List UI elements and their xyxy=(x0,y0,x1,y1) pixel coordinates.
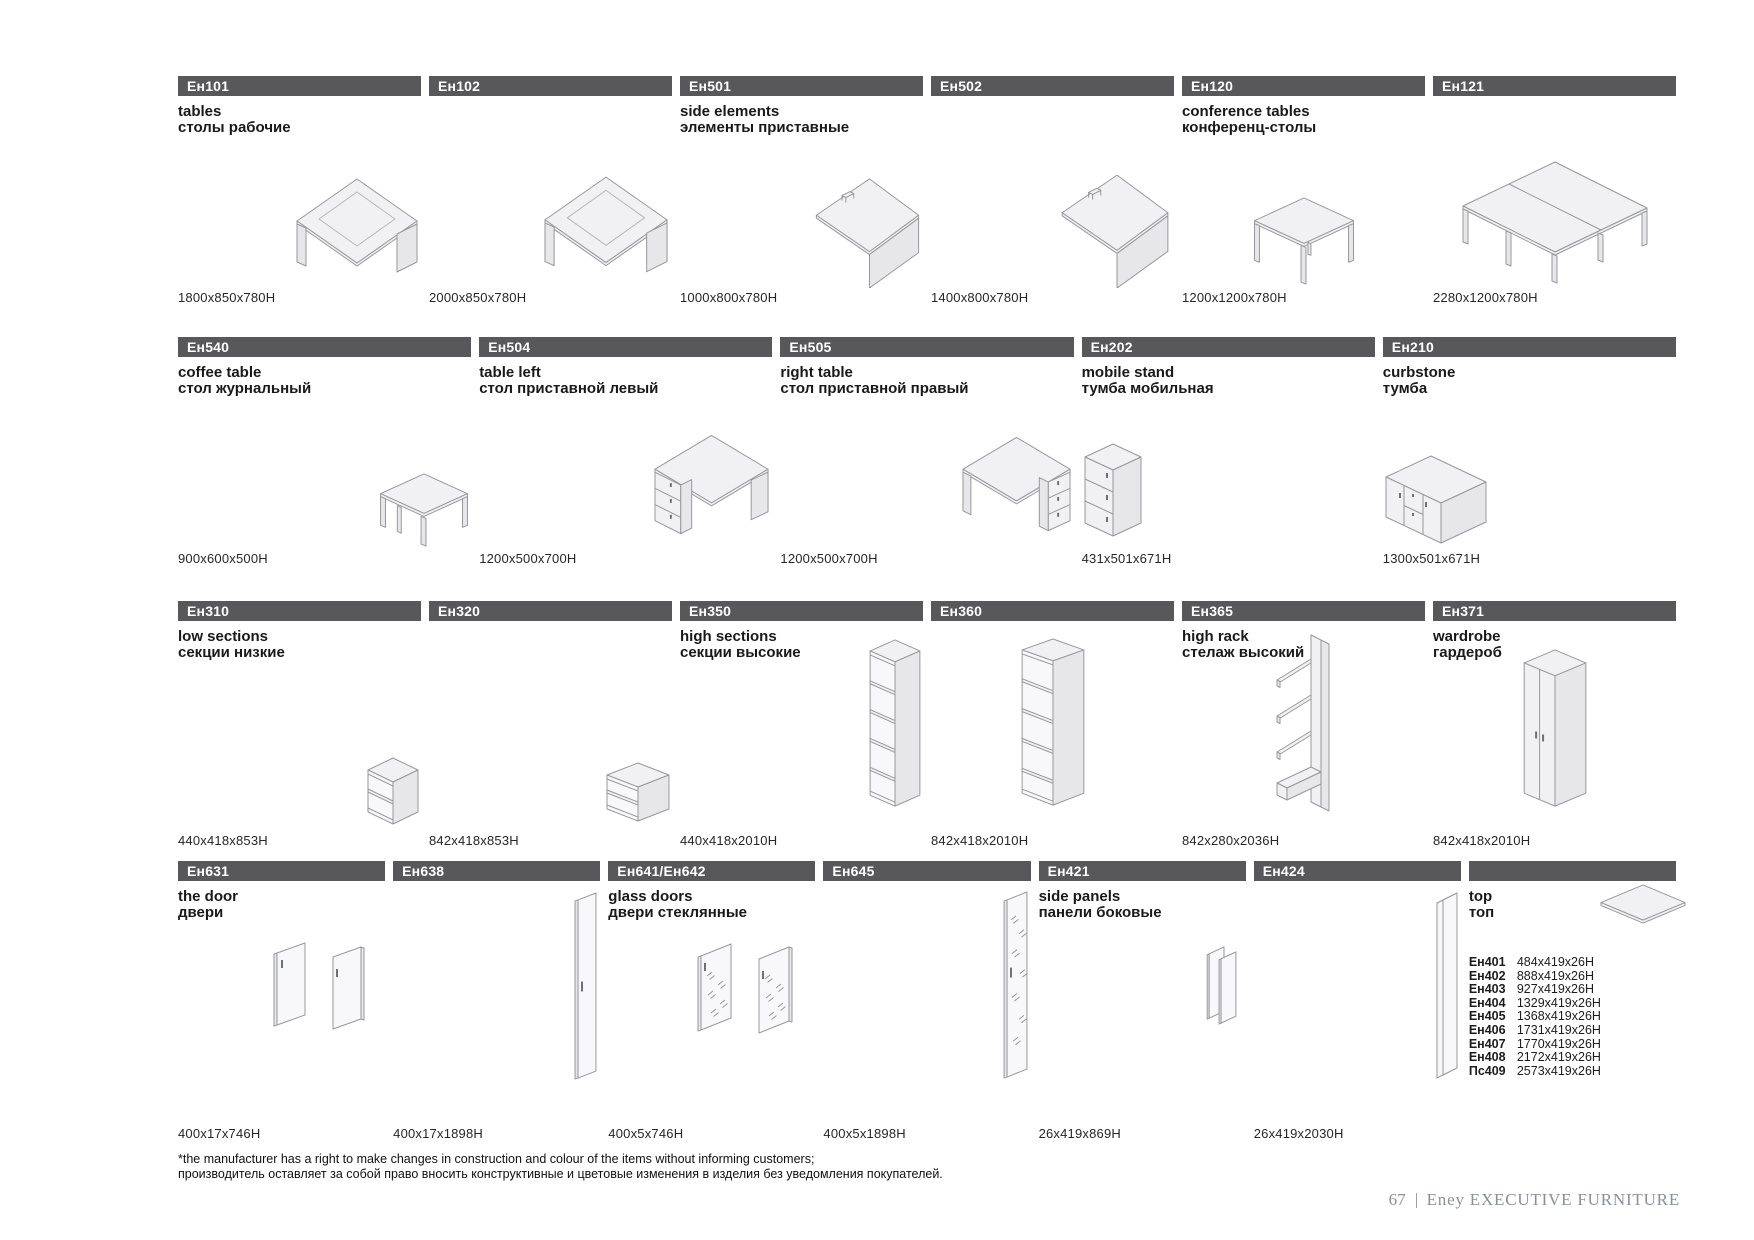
product-code-header xyxy=(178,337,471,357)
dimensions-text: 842x418x2010H xyxy=(931,833,1029,848)
product-code-header xyxy=(1433,601,1676,621)
product-code-header xyxy=(393,861,600,881)
high-rack-drawing xyxy=(1182,629,1425,831)
low-section-svg xyxy=(365,753,421,831)
top-item-code: Ен408 xyxy=(1468,1050,1506,1065)
product-label-en: right table xyxy=(780,364,853,381)
product-code-header xyxy=(931,601,1174,621)
product-cell xyxy=(429,601,672,851)
product-cell xyxy=(178,601,421,851)
footnote-line-ru: производитель оставляет за собой право вносить конструктивные и цветовые изменения в изделия без уведомления покупателей. xyxy=(178,1166,943,1181)
product-code-header xyxy=(780,337,1073,357)
high-section-wide-drawing xyxy=(931,629,1174,831)
product-code: Ен641/Ен642 xyxy=(617,863,706,879)
side-element-drawing xyxy=(931,104,1174,288)
top-size-list xyxy=(1469,956,1601,1078)
top-item-code: Ен401 xyxy=(1468,955,1506,969)
product-label-ru: секции высокие xyxy=(680,644,801,661)
product-label-ru: панели боковые xyxy=(1038,904,1162,921)
catalog-row-doors-panels xyxy=(178,861,1676,1144)
top-item-size: 888x419x26H xyxy=(1516,968,1594,983)
product-cell xyxy=(429,76,672,308)
product-code: Ен360 xyxy=(940,603,983,619)
footnote xyxy=(178,1152,943,1181)
product-label-en: high rack xyxy=(1182,628,1249,645)
product-cell xyxy=(680,76,923,308)
dimensions-text: 26x419x2030H xyxy=(1253,1126,1344,1141)
top-item-code: Ен405 xyxy=(1468,1009,1506,1024)
product-label-ru: конференц-столы xyxy=(1182,119,1317,136)
page-number: 67 xyxy=(1388,1190,1406,1209)
top-size-item xyxy=(1469,970,1601,984)
product-label-en: wardrobe xyxy=(1433,628,1501,645)
product-code: Ен424 xyxy=(1262,863,1305,879)
top-size-item xyxy=(1469,1038,1601,1052)
conference-table-svg xyxy=(1251,191,1357,288)
dimensions-text: 1200x500x700H xyxy=(780,551,878,566)
top-item-code: Ен404 xyxy=(1468,995,1506,1010)
high-section-drawing xyxy=(680,629,923,831)
top-size-item xyxy=(1469,1024,1601,1038)
product-code: Ен645 xyxy=(832,863,875,879)
product-code-header xyxy=(429,76,672,96)
product-code: Ен120 xyxy=(1191,78,1234,94)
product-cell xyxy=(1433,601,1676,851)
product-code-header xyxy=(680,76,923,96)
product-label-en: low sections xyxy=(178,628,269,645)
product-code-header xyxy=(1254,861,1461,881)
coffee-table-drawing xyxy=(178,365,471,549)
wardrobe-svg xyxy=(1521,646,1589,831)
product-cell xyxy=(1039,861,1246,1144)
product-label-en: side panels xyxy=(1038,888,1121,905)
product-code: Ен310 xyxy=(187,603,230,619)
catalog-row-tables xyxy=(178,76,1676,308)
side-element-drawing xyxy=(680,104,923,288)
dimensions-text: 440x418x853H xyxy=(178,833,268,848)
product-code: Ен631 xyxy=(187,863,230,879)
product-cell xyxy=(178,76,421,308)
wardrobe-drawing xyxy=(1433,629,1676,831)
product-label-ru: двери xyxy=(178,904,224,921)
top-item-size: 2573x419x26H xyxy=(1516,1063,1601,1078)
product-label-en: top xyxy=(1468,888,1493,905)
side-panel-tall-svg xyxy=(1433,888,1461,1088)
product-label-en: conference tables xyxy=(1182,103,1310,120)
product-code-header xyxy=(823,861,1030,881)
product-code-header xyxy=(680,601,923,621)
dimensions-text: 1200x1200x780H xyxy=(1182,290,1287,305)
top-size-item xyxy=(1469,997,1601,1011)
dimensions-text: 400x5x1898H xyxy=(823,1126,906,1141)
product-code-header xyxy=(479,337,772,357)
dimensions-text: 1400x800x780H xyxy=(931,290,1029,305)
conference-table-drawing xyxy=(1182,104,1425,288)
dimensions-text: 400x17x746H xyxy=(178,1126,261,1141)
high-rack-svg xyxy=(1265,631,1343,831)
product-code: Ен421 xyxy=(1047,863,1090,879)
top-size-item xyxy=(1469,1051,1601,1065)
side-panel-pair-drawing xyxy=(1039,881,1246,1094)
product-label-ru: тумба xyxy=(1382,380,1428,397)
product-cell xyxy=(1182,76,1425,308)
dimensions-text: 1000x800x780H xyxy=(680,290,778,305)
side-element-svg xyxy=(812,172,923,288)
product-cell xyxy=(1433,76,1676,308)
top-item-size: 1329x419x26H xyxy=(1516,995,1601,1010)
product-code-header xyxy=(429,601,672,621)
product-label-en: table left xyxy=(479,364,541,381)
dimensions-text: 842x418x2010H xyxy=(1433,833,1531,848)
top-size-item xyxy=(1469,956,1601,970)
glass-door-tall-svg xyxy=(999,890,1031,1085)
product-cell xyxy=(1182,601,1425,851)
product-code: Ен638 xyxy=(402,863,445,879)
product-cell xyxy=(1254,861,1461,1144)
door-pair-svg xyxy=(271,938,385,1038)
product-label-en: side elements xyxy=(680,103,780,120)
product-code: Ен371 xyxy=(1442,603,1485,619)
product-code-header xyxy=(1383,337,1676,357)
product-cell xyxy=(680,601,923,851)
product-label-ru: тумба мобильная xyxy=(1081,380,1214,397)
top-panel-drawing xyxy=(1598,881,1688,1094)
low-section-drawing xyxy=(178,629,421,831)
product-label-ru: столы рабочие xyxy=(178,119,291,136)
dimensions-text: 842x418x853H xyxy=(429,833,519,848)
dimensions-text: 1300x501x671H xyxy=(1382,551,1481,566)
dimensions-text: 842x280x2036H xyxy=(1182,833,1280,848)
product-label-en: curbstone xyxy=(1382,364,1456,381)
product-label-en: mobile stand xyxy=(1081,364,1175,381)
door-tall-svg xyxy=(570,890,600,1085)
product-cell xyxy=(1082,337,1375,569)
dimensions-text: 2000x850x780H xyxy=(429,290,527,305)
desk-right-pedestal-drawing xyxy=(780,365,1073,549)
product-cell xyxy=(931,601,1174,851)
top-item-size: 927x419x26H xyxy=(1516,982,1594,997)
product-label-ru: стол журнальный xyxy=(178,380,312,397)
mobile-stand-drawing xyxy=(1082,365,1375,549)
product-cell xyxy=(1469,861,1676,1144)
product-code: Ен320 xyxy=(438,603,481,619)
dimensions-text: 1800x850x780H xyxy=(178,290,276,305)
conference-table-large-drawing xyxy=(1433,104,1676,288)
top-item-size: 1731x419x26H xyxy=(1516,1022,1601,1037)
top-panel-svg xyxy=(1598,881,1688,926)
product-code: Ен502 xyxy=(940,78,983,94)
product-cell xyxy=(178,861,385,1144)
dimensions-text: 431x501x671H xyxy=(1081,551,1172,566)
conference-table-large-svg xyxy=(1460,154,1650,288)
desk-left-pedestal-drawing xyxy=(479,365,772,549)
desk-svg xyxy=(540,169,672,288)
high-section-svg xyxy=(867,636,923,831)
side-panel-tall-drawing xyxy=(1254,881,1461,1094)
credenza-svg xyxy=(1383,449,1489,549)
product-code-header xyxy=(608,861,815,881)
high-section-wide-svg xyxy=(1019,636,1087,831)
desk-left-pedestal-svg xyxy=(651,427,772,549)
dimensions-text: 440x418x2010H xyxy=(680,833,778,848)
product-cell xyxy=(608,861,815,1144)
footnote-line-en: *the manufacturer has a right to make changes in construction and colour of the items without informing customers; xyxy=(178,1152,815,1166)
dimensions-text: 26x419x869H xyxy=(1038,1126,1121,1141)
top-item-code: Ен406 xyxy=(1468,1022,1506,1037)
product-code-header xyxy=(178,861,385,881)
glass-door-pair-drawing xyxy=(608,881,815,1094)
product-code-header xyxy=(1182,76,1425,96)
product-code: Ен540 xyxy=(187,339,230,355)
side-panel-pair-svg xyxy=(1204,940,1246,1035)
product-label-en: tables xyxy=(178,103,222,120)
product-cell xyxy=(931,76,1174,308)
product-code-header xyxy=(1433,76,1676,96)
dimensions-text: 400x17x1898H xyxy=(393,1126,483,1141)
top-item-code: Ен407 xyxy=(1468,1036,1506,1051)
dimensions-text: 2280x1200x780H xyxy=(1433,290,1538,305)
top-item-size: 2172x419x26H xyxy=(1516,1050,1601,1065)
product-code: Ен202 xyxy=(1090,339,1133,355)
product-cell xyxy=(780,337,1073,569)
top-item-size: 1770x419x26H xyxy=(1516,1036,1601,1051)
desk-right-pedestal-svg xyxy=(959,429,1074,549)
door-tall-drawing xyxy=(393,881,600,1094)
top-item-code: Ен403 xyxy=(1468,982,1506,997)
product-code: Ен121 xyxy=(1442,78,1485,94)
top-item-size: 1368x419x26H xyxy=(1516,1009,1601,1024)
top-item-code: Ен402 xyxy=(1468,968,1506,983)
dimensions-text: 1200x500x700H xyxy=(479,551,577,566)
footer-divider xyxy=(1416,1193,1417,1208)
product-cell xyxy=(479,337,772,569)
top-size-item xyxy=(1469,1010,1601,1024)
dimensions-text: 900x600x500H xyxy=(178,551,268,566)
glass-door-pair-svg xyxy=(693,938,815,1038)
product-code-header xyxy=(1182,601,1425,621)
product-label-ru: гардероб xyxy=(1433,644,1502,661)
low-section-wide-drawing xyxy=(429,629,672,831)
product-label-en: glass doors xyxy=(608,888,693,905)
product-code: Ен101 xyxy=(187,78,230,94)
product-cell xyxy=(178,337,471,569)
catalog-row-side-tables xyxy=(178,337,1676,569)
page-footer xyxy=(1389,1190,1680,1210)
top-item-code: Пс409 xyxy=(1468,1063,1506,1078)
product-code: Ен505 xyxy=(789,339,832,355)
product-code: Ен504 xyxy=(488,339,531,355)
product-code: Ен365 xyxy=(1191,603,1234,619)
product-label-ru: стол приставной левый xyxy=(479,380,659,397)
product-cell xyxy=(823,861,1030,1144)
product-label-ru: секции низкие xyxy=(178,644,285,661)
product-cell xyxy=(1383,337,1676,569)
product-label-ru: стол приставной правый xyxy=(780,380,969,397)
dimensions-text: 400x5x746H xyxy=(608,1126,684,1141)
product-code: Ен210 xyxy=(1391,339,1434,355)
product-code: Ен350 xyxy=(689,603,732,619)
desk-drawing xyxy=(429,104,672,288)
product-code-header xyxy=(1039,861,1246,881)
product-code-header xyxy=(1082,337,1375,357)
product-label-ru: топ xyxy=(1468,904,1495,921)
product-code: Ен501 xyxy=(689,78,732,94)
top-size-item xyxy=(1469,983,1601,997)
mobile-stand-svg xyxy=(1082,439,1144,549)
product-code-header xyxy=(931,76,1174,96)
top-size-item xyxy=(1469,1065,1601,1079)
door-pair-drawing xyxy=(178,881,385,1094)
brand-name: Eney EXECUTIVE FURNITURE xyxy=(1426,1190,1680,1209)
product-label-en: high sections xyxy=(680,628,777,645)
side-element-svg xyxy=(1056,168,1174,288)
product-label-en: coffee table xyxy=(178,364,262,381)
product-label-ru: двери стеклянные xyxy=(608,904,747,921)
catalog-row-sections xyxy=(178,601,1676,851)
low-section-wide-svg xyxy=(604,759,672,831)
glass-door-tall-drawing xyxy=(823,881,1030,1094)
product-label-ru: элементы приставные xyxy=(680,119,850,136)
coffee-table-svg xyxy=(377,468,471,549)
product-code-header xyxy=(178,601,421,621)
product-cell xyxy=(393,861,600,1144)
product-code: Ен102 xyxy=(438,78,481,94)
top-item-size: 484x419x26H xyxy=(1516,955,1594,969)
desk-svg xyxy=(293,171,421,288)
product-code-header xyxy=(1469,861,1676,881)
product-code-header xyxy=(178,76,421,96)
credenza-drawing xyxy=(1383,365,1676,549)
desk-drawing xyxy=(178,104,421,288)
product-label-ru: стелаж высокий xyxy=(1182,644,1305,661)
product-label-en: the door xyxy=(178,888,238,905)
